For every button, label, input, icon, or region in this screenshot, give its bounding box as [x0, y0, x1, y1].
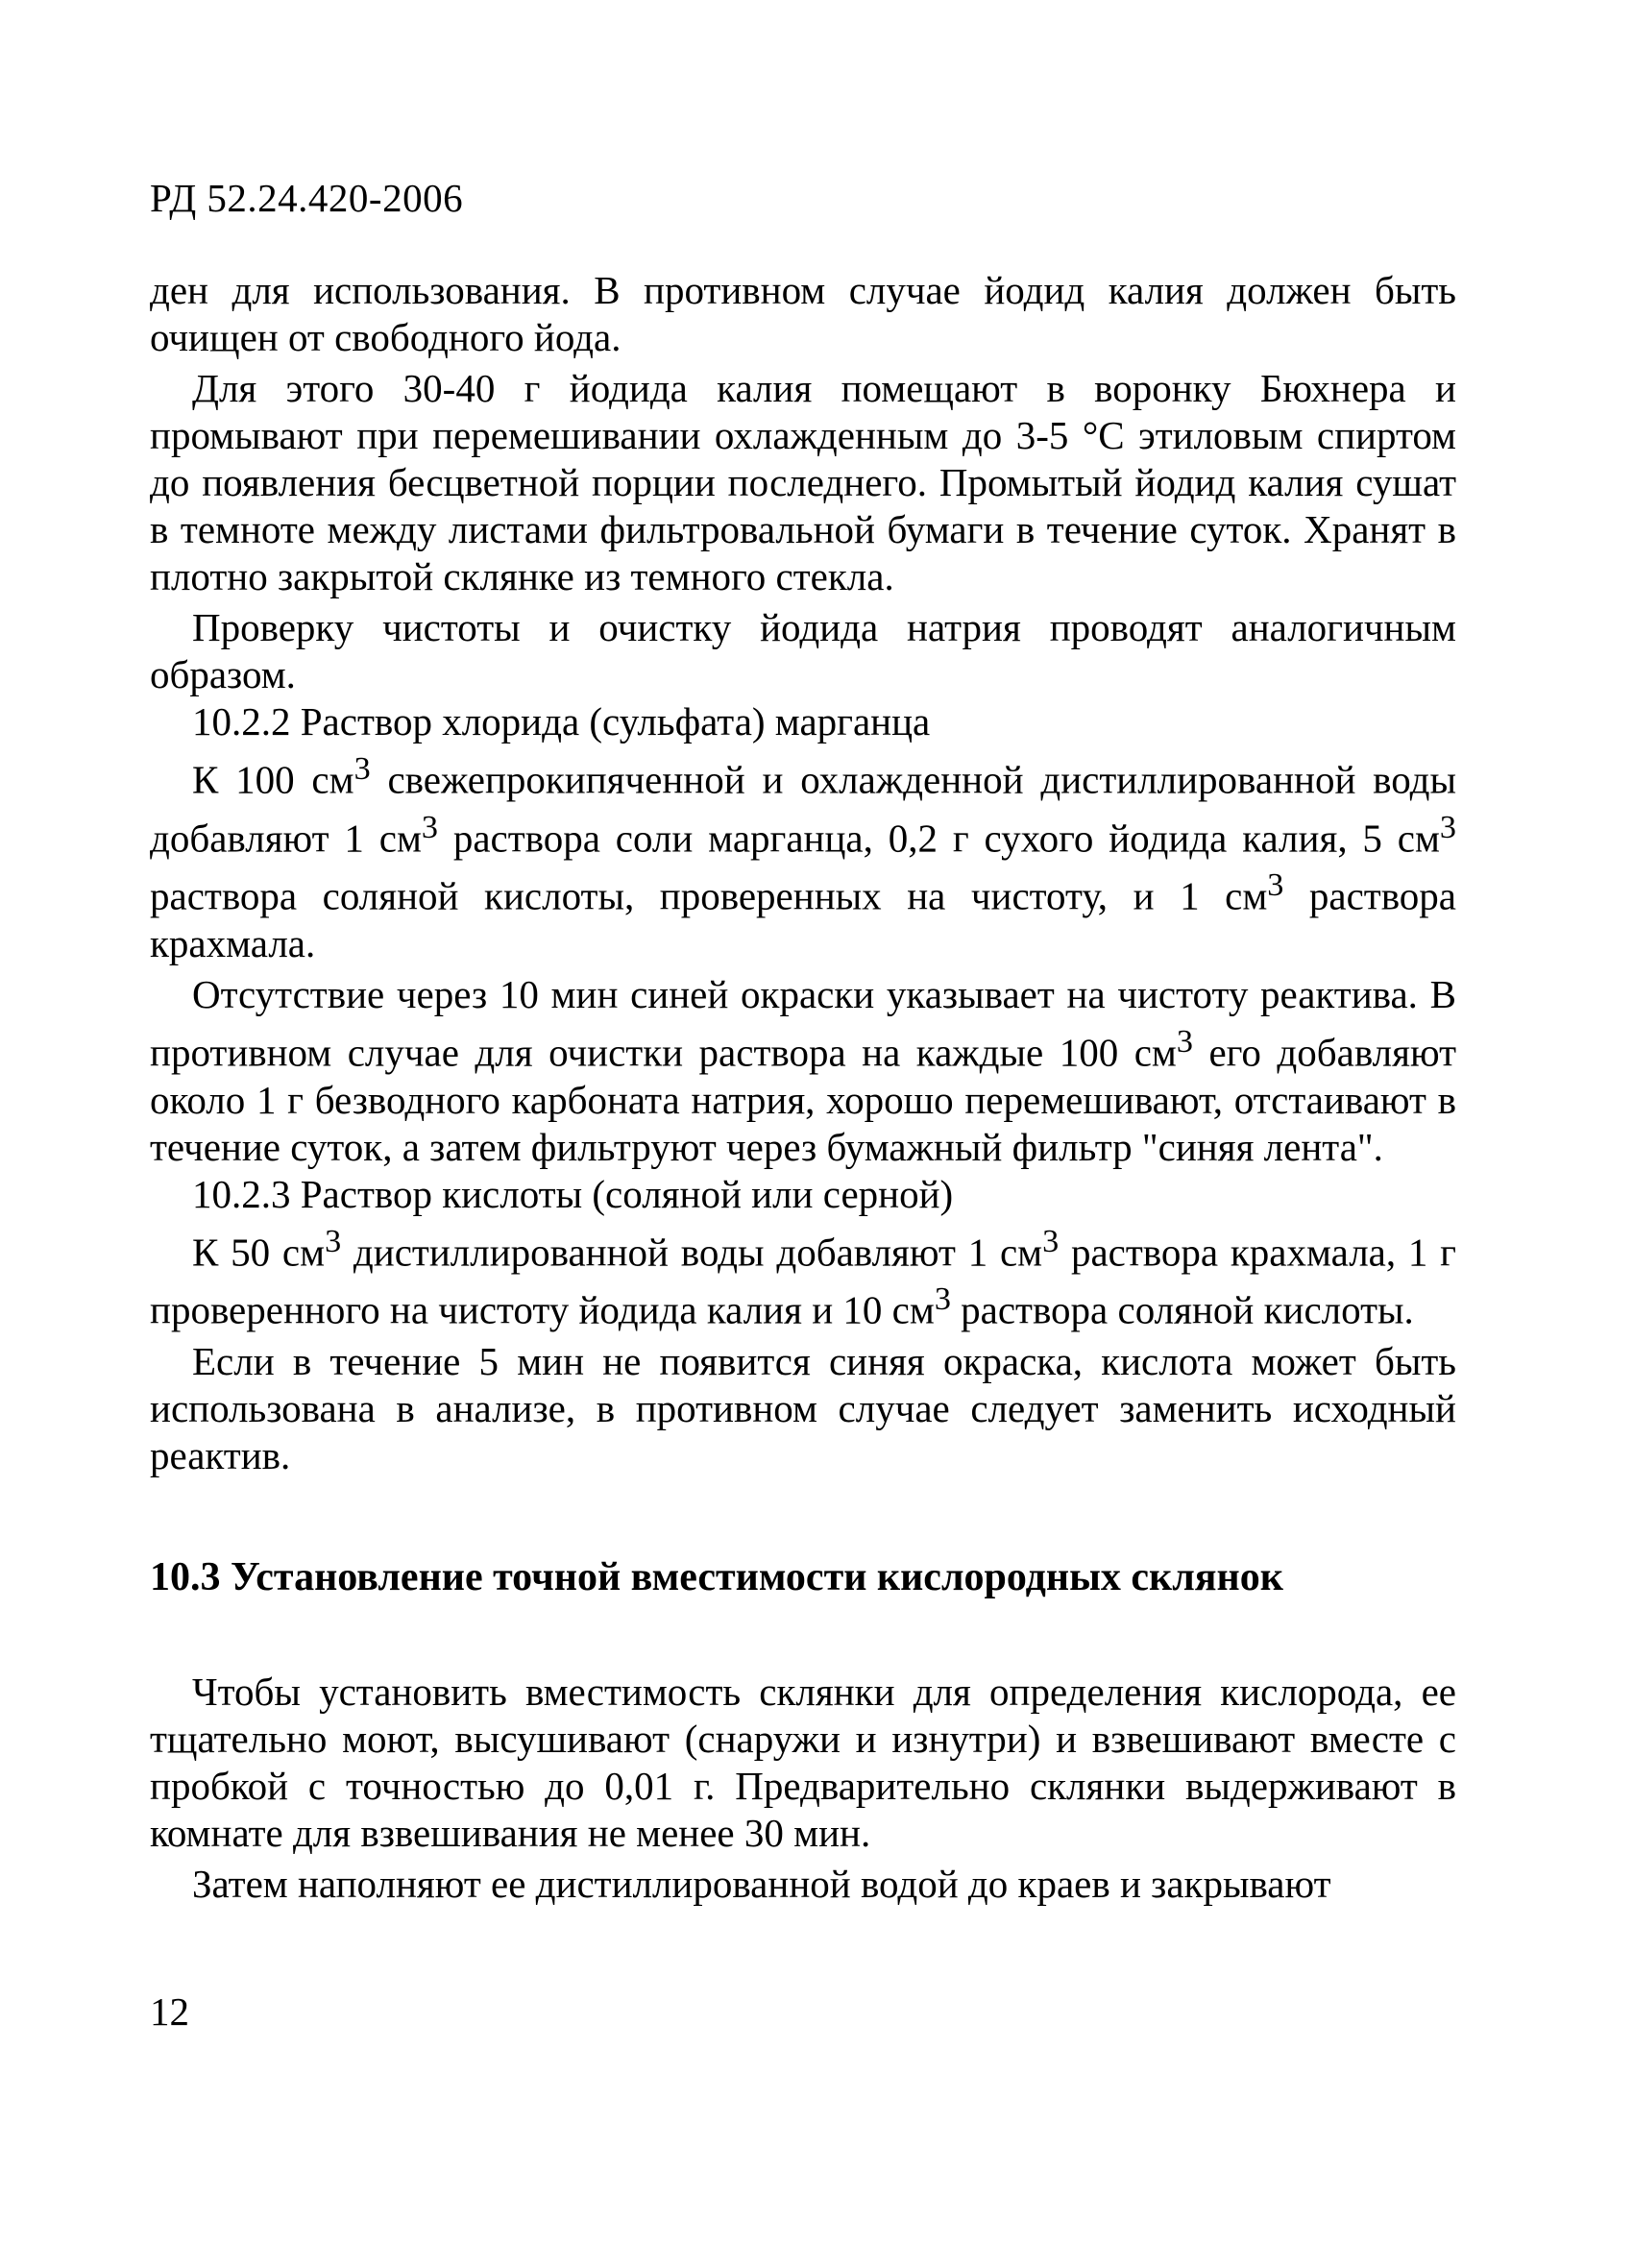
text-span: его добавляют около 1 г безводного карбоната натрия, хорошо перемешивают, отстаивают в течение суток, а затем фильтруют через бумажный фильтр "синяя лента". [150, 1030, 1456, 1169]
paragraph: ден для использования. В противном случае йодид калия должен быть очищен от свободного йода. [150, 268, 1456, 359]
document-body [150, 267, 1456, 1908]
subsection-heading: 10.2.2 Раствор хлорида (сульфата) марганца [192, 699, 931, 744]
superscript: 3 [934, 1281, 951, 1318]
paragraph [150, 971, 1456, 1171]
paragraph: Если в течение 5 мин не появится синяя окраска, кислота может быть использована в анализе, в противном случае следует заменить исходный реактив. [150, 1338, 1456, 1477]
paragraph [150, 745, 1456, 967]
paragraph: Для этого 30-40 г йодида калия помещают в воронку Бюхнера и промывают при перемешивании охлажденным до 3-5 °С этиловым спиртом до появления бесцветной порции последнего. Промытый йодид калия сушат в темноте между листами фильтровальной бумаги в течение суток. Хранят в плотно закрытой склянке из темного стекла. [150, 366, 1456, 598]
paragraph: Затем наполняют ее дистиллированной водой до краев и закрывают [192, 1861, 1331, 1906]
superscript: 3 [1176, 1023, 1193, 1060]
page-number: 12 [150, 1989, 189, 2034]
subsection-heading: 10.2.3 Раствор кислоты (соляной или серной) [192, 1171, 954, 1216]
text-span: раствора крахмала, 1 г проверенного на чистоту йодида калия и 10 см [150, 1230, 1456, 1332]
text-span: свежепрокипяченной и охлажденной дистиллированной воды добавляют 1 см [150, 757, 1456, 861]
document-code-header: РД 52.24.420-2006 [150, 176, 464, 220]
superscript: 3 [353, 751, 371, 787]
paragraph [150, 1218, 1456, 1334]
text-span: К 100 см [192, 757, 354, 802]
superscript: 3 [1439, 809, 1456, 845]
text-span: раствора крахмала. [150, 873, 1456, 965]
paragraph: Чтобы установить вместимость склянки для определения кислорода, ее тщательно моют, высушивают (снаружи и изнутри) и взвешивают вместе с пробкой с точностью до 0,01 г. Предварительно склянки выдерживают в комнате для взвешивания не менее 30 мин. [150, 1669, 1456, 1855]
superscript: 3 [1042, 1223, 1060, 1259]
text-span: К 50 см [192, 1230, 326, 1275]
section-heading: 10.3 Установление точной вместимости кислородных склянок [150, 1554, 1283, 1599]
text-span: раствора соли марганца, 0,2 г сухого йодида калия, 5 см [437, 816, 1440, 861]
text-span: дистиллированной воды добавляют 1 см [341, 1230, 1043, 1275]
text-span: Отсутствие через 10 мин синей окраски указывает на чистоту реактива. В противном случае для очистки раствора на каждые 100 см [150, 971, 1456, 1075]
text-span: раствора соляной кислоты, проверенных на чистоту, и 1 см [150, 873, 1268, 918]
paragraph: Проверку чистоты и очистку йодида натрия проводят аналогичным образом. [150, 605, 1456, 696]
superscript: 3 [325, 1223, 342, 1259]
superscript: 3 [1267, 867, 1284, 904]
text-span: раствора соляной кислоты. [950, 1287, 1414, 1332]
superscript: 3 [421, 809, 438, 845]
